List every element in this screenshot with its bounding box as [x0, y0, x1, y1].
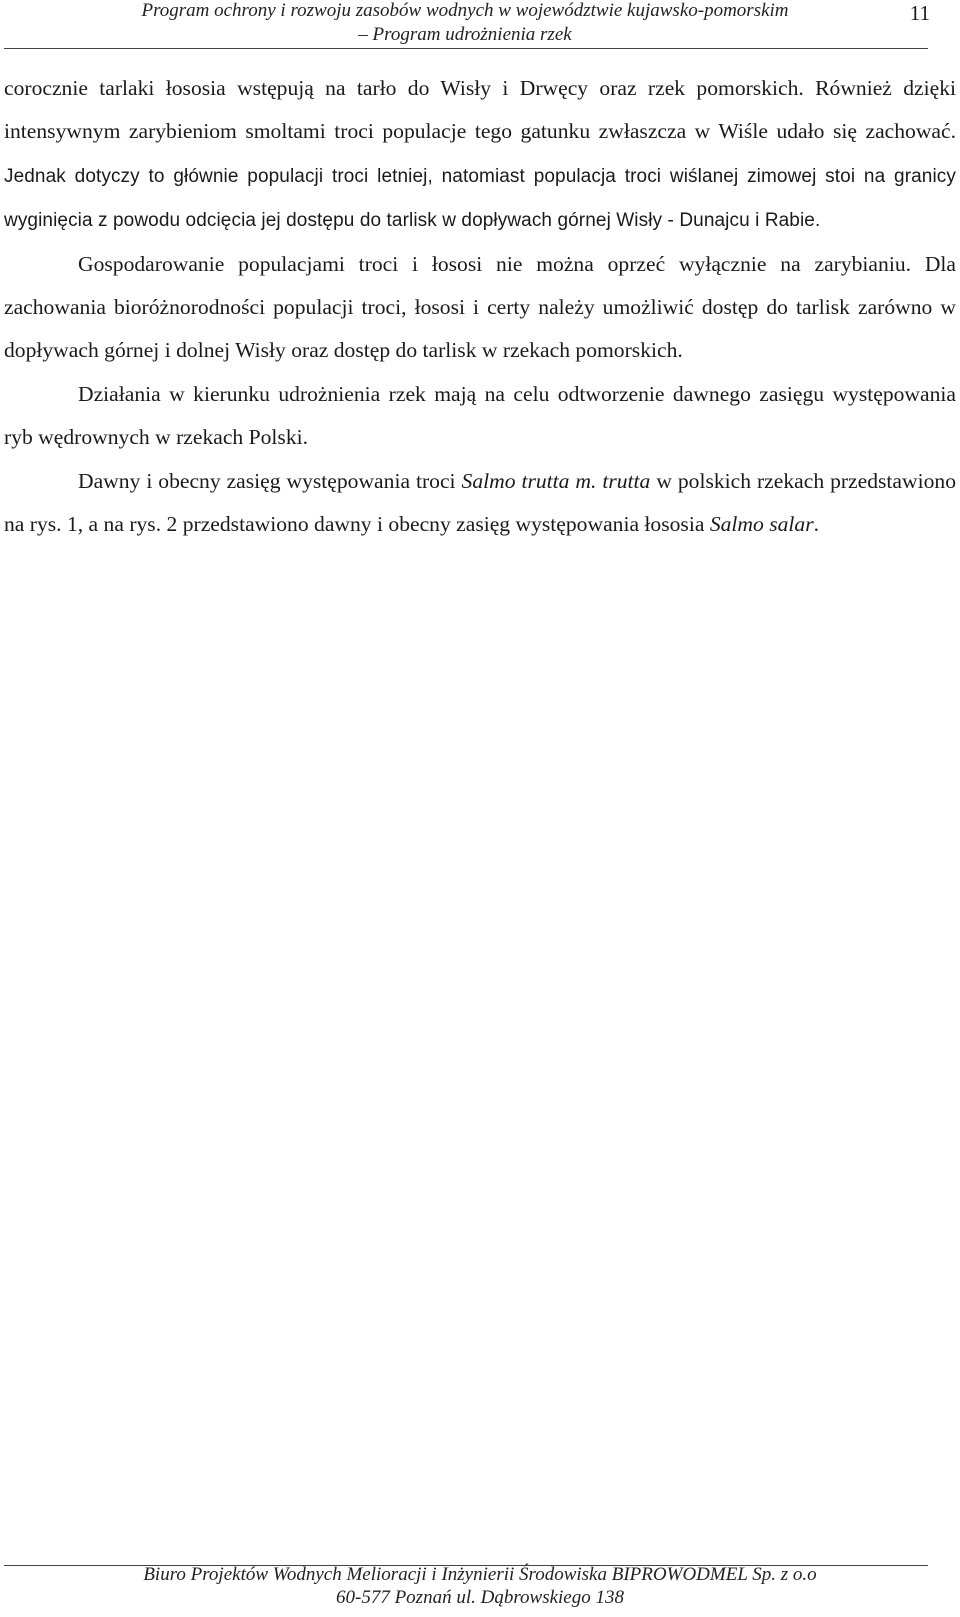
footer-address: 60-577 Poznań ul. Dąbrowskiego 138: [336, 1587, 624, 1608]
paragraph-4: [4, 460, 956, 547]
species-name-trout: Salmo trutta m. trutta: [461, 468, 651, 493]
document-body: [4, 67, 956, 546]
paragraph-4-text-2: w polskich rzekach przedstawiono na rys. 1, a na rys. 2 przedstawiono dawny i obecny zasięg występowania łososia: [4, 468, 956, 537]
paragraph-3: Działania w kierunku udrożnienia rzek mają na celu odtworzenie dawnego zasięgu występowania ryb wędrownych w rzekach Polski.: [4, 381, 956, 450]
paragraph-1-part-b: Jednak dotyczy to głównie populacji troci letniej, natomiast populacja troci wiślanej zimowej stoi na granicy wyginięcia z powodu odcięcia jej dostępu do tarlisk w dopływach górnej Wisły - Dunajcu i Rabie.: [4, 165, 956, 232]
page-header: [0, 0, 960, 50]
paragraph-1-part-a: corocznie tarlaki łososia wstępują na tarło do Wisły i Drwęcy oraz rzek pomorskich. Również dzięki intensywnym zarybieniom smoltami troci populacje tego gatunku zwłaszcza w Wiśle udało się zachować.: [4, 76, 956, 144]
paragraph-4-text-1: Dawny i obecny zasięg występowania troci: [78, 468, 462, 493]
header-title-line2: – Program udrożnienia rzek: [358, 24, 572, 45]
paragraph-4-text-3: .: [813, 512, 820, 537]
footer-company-name: Biuro Projektów Wodnych Melioracji i Inżynierii Środowiska BIPROWODMEL Sp. z o.o: [143, 1564, 817, 1585]
paragraph-2: Gospodarowanie populacjami troci i łososi nie można oprzeć wyłącznie na zarybianiu. Dla zachowania bioróżnorodności populacji troci, łososi i certy należy umożliwić dostęp do tarlisk zarówno w dopływach górnej i dolnej Wisły oraz dostęp do tarlisk w rzekach pomorskich.: [4, 251, 956, 363]
paragraph-1: [4, 67, 956, 243]
page-number: 11: [909, 1, 930, 25]
species-name-salmon: Salmo salar: [709, 512, 814, 537]
header-title-line1: Program ochrony i rozwoju zasobów wodnych w województwie kujawsko-pomorskim: [141, 0, 789, 21]
header-divider: [4, 48, 928, 49]
